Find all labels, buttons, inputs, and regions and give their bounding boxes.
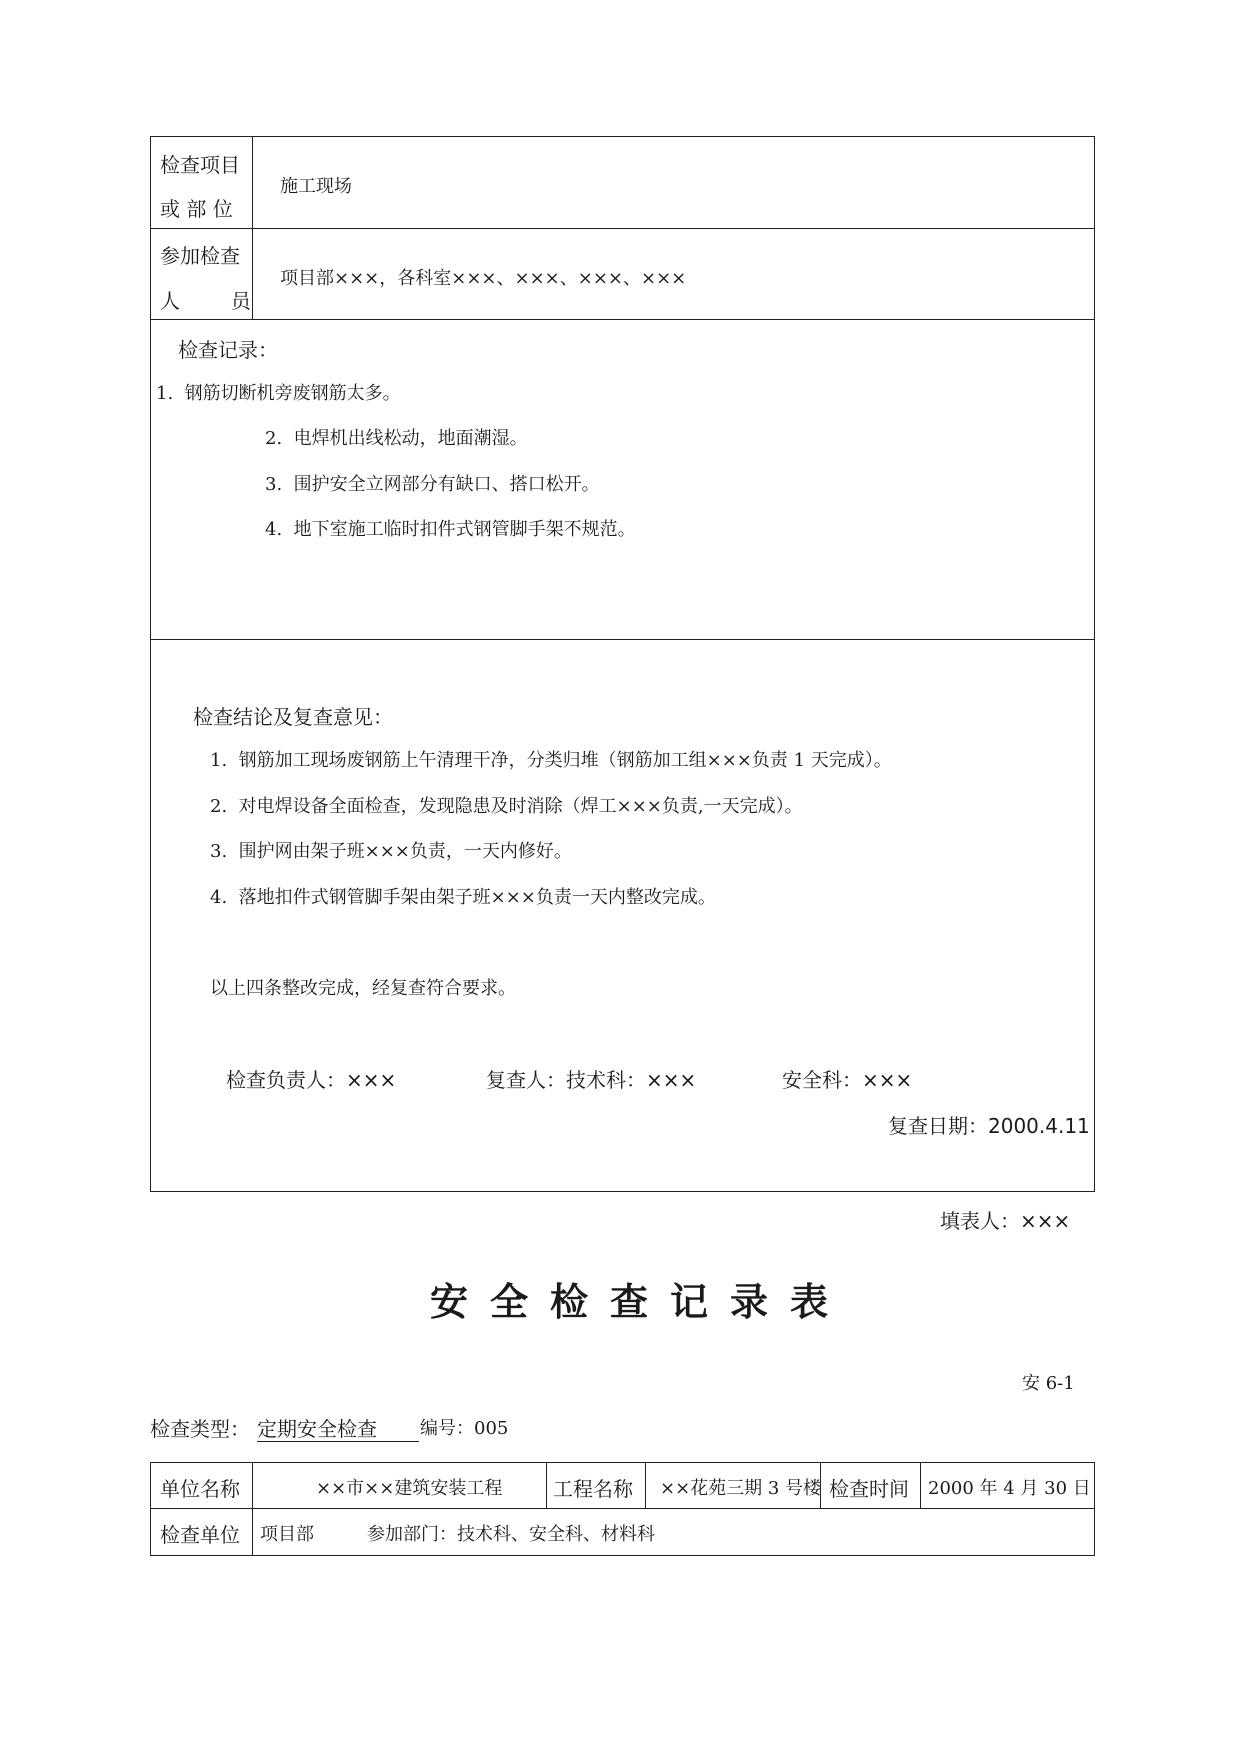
safety-dept-signature: 安全科：×××: [782, 1068, 913, 1092]
conclusion-item-2: 2. 对电焊设备全面检查，发现隐患及时消除（焊工×××负责,一天完成）。: [210, 796, 803, 817]
row1-label-line2: 或 部 位: [160, 197, 233, 221]
form-filler: 填表人：×××: [940, 1209, 1071, 1233]
conclusion-item-3: 3. 围护网由架子班×××负责，一天内修好。: [210, 841, 572, 862]
conclusion-item-1: 1. 钢筋加工现场废钢筋上午清理干净，分类归堆（钢筋加工组×××负责 1 天完成）。: [210, 750, 892, 771]
record-item-3: 3. 围护安全立网部分有缺口、搭口松开。: [265, 474, 600, 495]
row-divider-3: [150, 639, 1095, 640]
review-date: 复查日期：2000.4.11: [888, 1114, 1090, 1138]
form-code: 安 6-1: [1022, 1373, 1075, 1394]
record-item-2: 2. 电焊机出线松动，地面潮湿。: [265, 428, 528, 449]
unit-table-col-2: [546, 1462, 547, 1508]
form-number: 编号：005: [420, 1418, 509, 1439]
participating-departments: 参加部门：技术科、安全科、材料科: [367, 1524, 655, 1545]
inspection-time-value: 2000 年 4 月 30 日: [928, 1478, 1091, 1499]
reviewer-signature: 复查人：技术科：×××: [486, 1068, 697, 1092]
row2-label-line2: 人 员: [160, 289, 251, 313]
conclusion-heading: 检查结论及复查意见：: [193, 705, 393, 729]
row2-label-line1: 参加检查: [160, 244, 240, 268]
page-title: 安全检查记录表: [430, 1279, 851, 1324]
unit-table-col-1: [252, 1462, 253, 1556]
inspection-unit-label: 检查单位: [160, 1523, 240, 1547]
project-name-value: ××花苑三期 3 号楼: [660, 1478, 822, 1499]
row1-label-line1: 检查项目: [160, 153, 240, 177]
unit-table-row-divider: [150, 1508, 1095, 1509]
record-item-4: 4. 地下室施工临时扣件式钢管脚手架不规范。: [265, 519, 636, 540]
row-divider-1: [150, 228, 1095, 229]
participants-value: 项目部×××，各科室×××、×××、×××、×××: [280, 268, 687, 289]
row-divider-2: [150, 319, 1095, 320]
inspector-signature: 检查负责人：×××: [226, 1068, 397, 1092]
inspection-type-value: 定期安全检查: [257, 1419, 419, 1442]
record-item-1: 1. 钢筋切断机旁废钢筋太多。: [156, 383, 401, 404]
unit-table-col-5: [920, 1462, 921, 1508]
unit-table-col-3: [645, 1462, 646, 1508]
record-heading: 检查记录：: [178, 338, 278, 362]
unit-name-label: 单位名称: [160, 1477, 240, 1501]
inspection-unit-value: 项目部: [260, 1524, 314, 1545]
inspection-type-label: 检查类型：: [150, 1417, 250, 1441]
inspection-item-value: 施工现场: [280, 176, 352, 197]
unit-name-value: ××市××建筑安装工程: [316, 1478, 503, 1499]
summary-text: 以上四条整改完成，经复查符合要求。: [210, 978, 516, 999]
project-name-label: 工程名称: [553, 1477, 633, 1501]
conclusion-item-4: 4. 落地扣件式钢管脚手架由架子班×××负责一天内整改完成。: [210, 887, 716, 908]
inspection-time-label: 检查时间: [829, 1477, 909, 1501]
inspection-record-table: [150, 136, 1095, 1192]
